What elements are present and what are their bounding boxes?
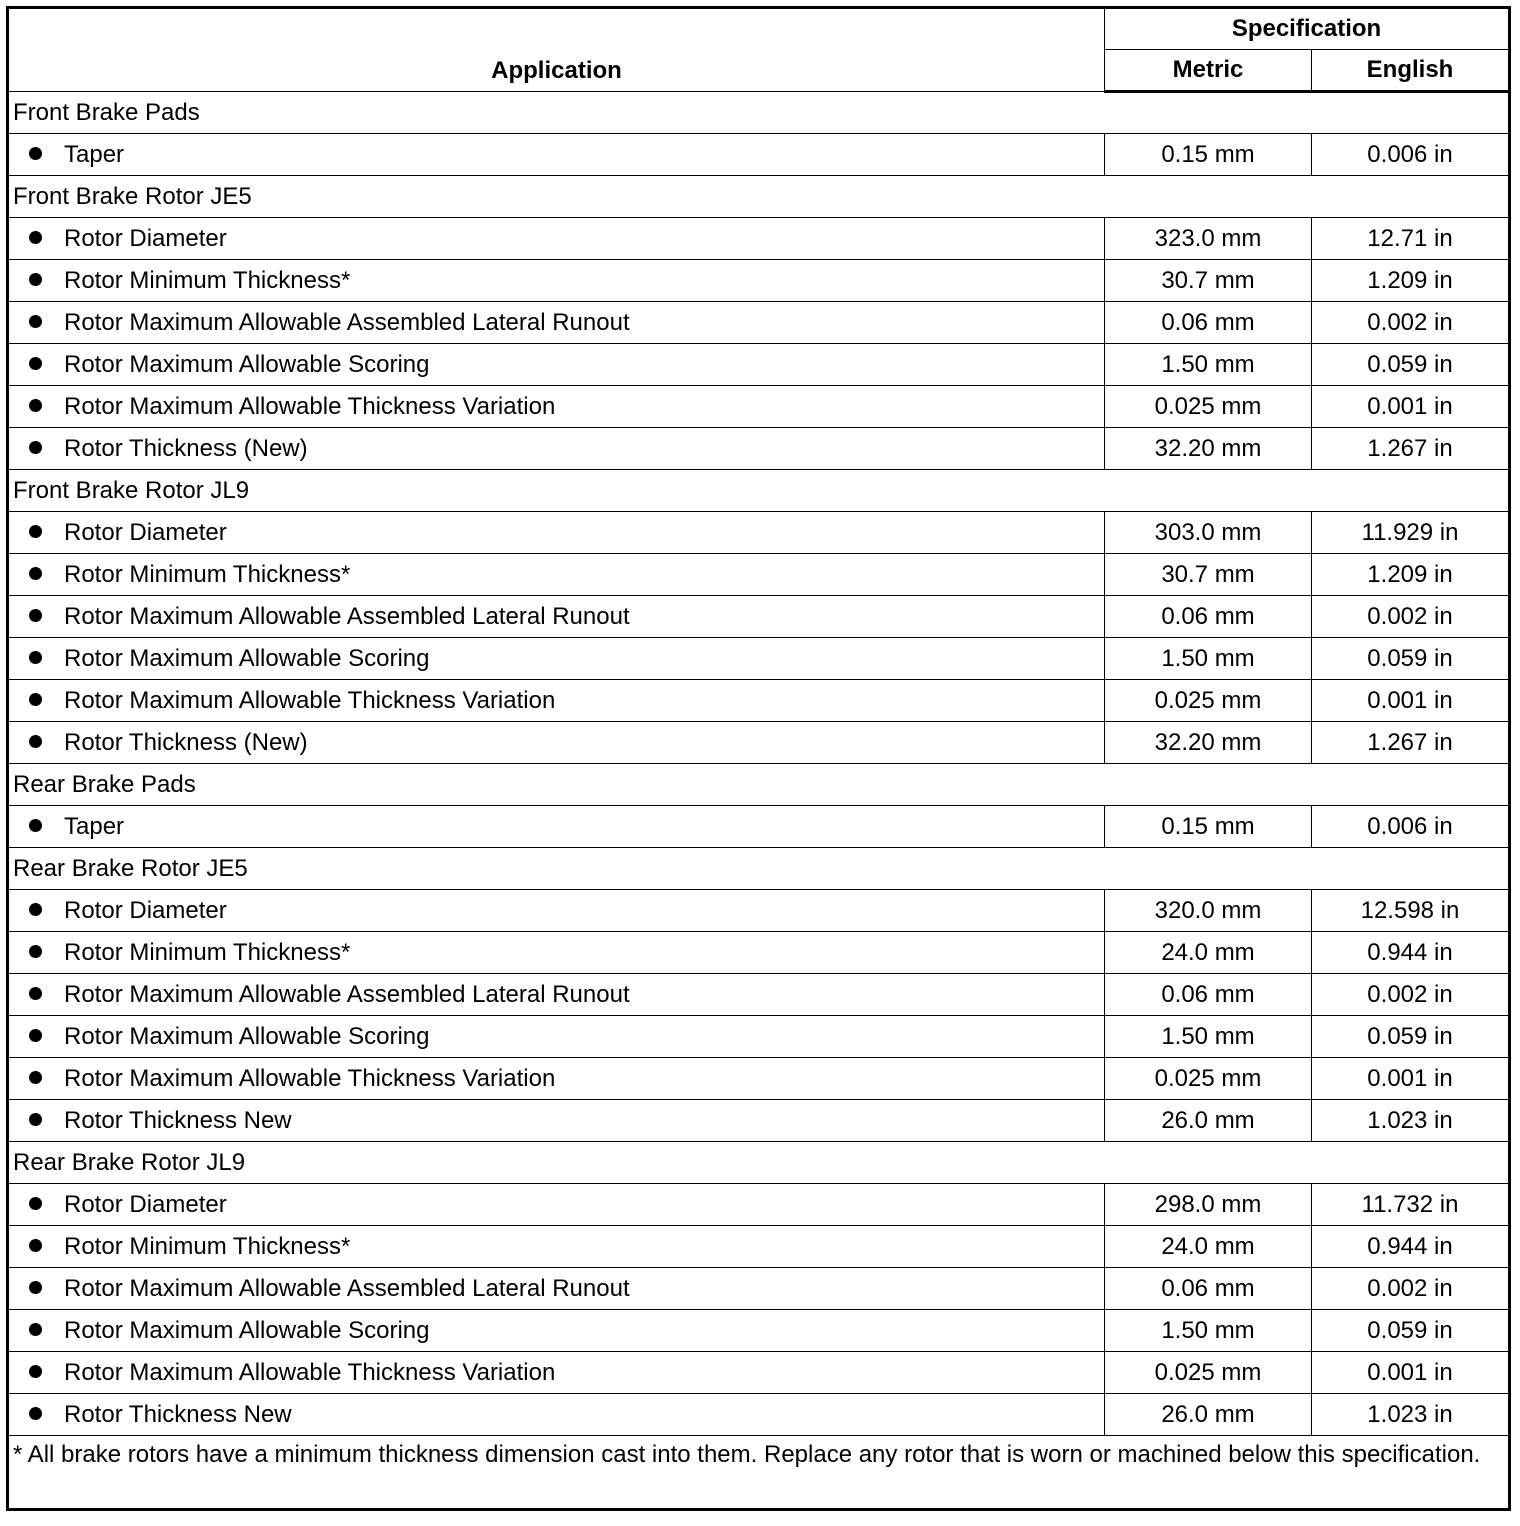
row-label: Rotor Maximum Allowable Assembled Lateral Runout	[64, 308, 630, 336]
application-cell	[8, 218, 1105, 260]
table-row	[8, 1394, 1510, 1436]
bullet-icon	[29, 1239, 42, 1252]
metric-value: 24.0 mm	[1105, 932, 1312, 974]
metric-value: 0.025 mm	[1105, 386, 1312, 428]
metric-value: 0.025 mm	[1105, 1058, 1312, 1100]
row-label: Rotor Diameter	[64, 1190, 227, 1218]
metric-value: 32.20 mm	[1105, 428, 1312, 470]
metric-value: 32.20 mm	[1105, 722, 1312, 764]
metric-value: 298.0 mm	[1105, 1184, 1312, 1226]
application-cell	[8, 386, 1105, 428]
bullet-icon	[29, 945, 42, 958]
row-label: Rotor Minimum Thickness*	[64, 266, 351, 294]
table-row	[8, 1016, 1510, 1058]
bullet-icon	[29, 1197, 42, 1210]
table-row	[8, 428, 1510, 470]
row-label: Rotor Maximum Allowable Scoring	[64, 350, 430, 378]
table-row	[8, 134, 1510, 176]
section-row	[8, 848, 1510, 890]
bullet-icon	[29, 1071, 42, 1084]
bullet-icon	[29, 693, 42, 706]
table-row	[8, 890, 1510, 932]
bullet-icon	[29, 357, 42, 370]
row-label: Rotor Maximum Allowable Assembled Lateral Runout	[64, 980, 630, 1008]
english-value: 1.209 in	[1312, 554, 1510, 596]
english-value: 0.059 in	[1312, 344, 1510, 386]
row-label: Rotor Maximum Allowable Assembled Lateral Runout	[64, 602, 630, 630]
english-value: 0.001 in	[1312, 1058, 1510, 1100]
application-cell	[8, 974, 1105, 1016]
bullet-icon	[29, 1029, 42, 1042]
footnote-row	[8, 1436, 1510, 1510]
application-cell	[8, 596, 1105, 638]
spec-table-container	[6, 6, 1508, 1520]
row-label: Rotor Minimum Thickness*	[64, 938, 351, 966]
section-title: Front Brake Rotor JL9	[8, 470, 1510, 512]
metric-value: 30.7 mm	[1105, 554, 1312, 596]
english-value: 0.006 in	[1312, 806, 1510, 848]
table-row	[8, 974, 1510, 1016]
metric-value: 303.0 mm	[1105, 512, 1312, 554]
english-value: 11.732 in	[1312, 1184, 1510, 1226]
table-row	[8, 722, 1510, 764]
application-cell	[8, 554, 1105, 596]
metric-value: 0.06 mm	[1105, 974, 1312, 1016]
row-label: Taper	[64, 140, 125, 168]
bullet-icon	[29, 735, 42, 748]
english-value: 0.059 in	[1312, 1310, 1510, 1352]
row-label: Rotor Maximum Allowable Thickness Variation	[64, 686, 556, 714]
application-cell	[8, 134, 1105, 176]
english-value: 1.023 in	[1312, 1394, 1510, 1436]
english-value: 12.71 in	[1312, 218, 1510, 260]
application-cell	[8, 344, 1105, 386]
section-title: Rear Brake Rotor JE5	[8, 848, 1510, 890]
metric-value: 24.0 mm	[1105, 1226, 1312, 1268]
metric-value: 0.06 mm	[1105, 1268, 1312, 1310]
application-cell	[8, 1394, 1105, 1436]
application-cell	[8, 1268, 1105, 1310]
table-row	[8, 1184, 1510, 1226]
table-row	[8, 638, 1510, 680]
spec-body	[8, 92, 1510, 1436]
application-cell	[8, 1310, 1105, 1352]
bullet-icon	[29, 147, 42, 160]
english-value: 12.598 in	[1312, 890, 1510, 932]
metric-value: 1.50 mm	[1105, 1310, 1312, 1352]
application-cell	[8, 638, 1105, 680]
metric-value: 0.025 mm	[1105, 680, 1312, 722]
row-label: Rotor Diameter	[64, 224, 227, 252]
bullet-icon	[29, 1281, 42, 1294]
row-label: Rotor Thickness New	[64, 1106, 292, 1134]
english-value: 1.209 in	[1312, 260, 1510, 302]
application-cell	[8, 260, 1105, 302]
application-cell	[8, 428, 1105, 470]
application-cell	[8, 680, 1105, 722]
row-label: Rotor Maximum Allowable Scoring	[64, 1022, 430, 1050]
row-label: Rotor Thickness (New)	[64, 728, 308, 756]
metric-value: 0.15 mm	[1105, 806, 1312, 848]
metric-value: 0.15 mm	[1105, 134, 1312, 176]
application-cell	[8, 890, 1105, 932]
bullet-icon	[29, 1407, 42, 1420]
application-cell	[8, 932, 1105, 974]
application-cell	[8, 1016, 1105, 1058]
bullet-icon	[29, 315, 42, 328]
application-cell	[8, 806, 1105, 848]
application-cell	[8, 722, 1105, 764]
english-header: English	[1312, 50, 1510, 92]
metric-header: Metric	[1105, 50, 1312, 92]
section-title: Rear Brake Rotor JL9	[8, 1142, 1510, 1184]
bullet-icon	[29, 651, 42, 664]
table-row	[8, 218, 1510, 260]
table-row	[8, 1268, 1510, 1310]
section-row	[8, 470, 1510, 512]
section-row	[8, 176, 1510, 218]
metric-value: 1.50 mm	[1105, 1016, 1312, 1058]
english-value: 0.059 in	[1312, 1016, 1510, 1058]
section-row	[8, 764, 1510, 806]
row-label: Rotor Thickness (New)	[64, 434, 308, 462]
english-value: 0.944 in	[1312, 932, 1510, 974]
row-label: Rotor Diameter	[64, 518, 227, 546]
english-value: 1.023 in	[1312, 1100, 1510, 1142]
table-row	[8, 1100, 1510, 1142]
english-value: 1.267 in	[1312, 428, 1510, 470]
brake-specifications-table	[6, 6, 1511, 1511]
row-label: Rotor Maximum Allowable Thickness Variation	[64, 1358, 556, 1386]
table-row	[8, 932, 1510, 974]
english-value: 0.001 in	[1312, 386, 1510, 428]
application-cell	[8, 1226, 1105, 1268]
application-cell	[8, 512, 1105, 554]
english-value: 0.944 in	[1312, 1226, 1510, 1268]
table-row	[8, 386, 1510, 428]
metric-value: 26.0 mm	[1105, 1100, 1312, 1142]
bullet-icon	[29, 441, 42, 454]
section-row	[8, 92, 1510, 134]
section-title: Rear Brake Pads	[8, 764, 1510, 806]
bullet-icon	[29, 987, 42, 1000]
table-row	[8, 1352, 1510, 1394]
row-label: Rotor Maximum Allowable Scoring	[64, 1316, 430, 1344]
application-header: Application	[8, 8, 1105, 92]
table-row	[8, 1226, 1510, 1268]
table-row	[8, 1310, 1510, 1352]
metric-value: 1.50 mm	[1105, 638, 1312, 680]
bullet-icon	[29, 819, 42, 832]
bullet-icon	[29, 567, 42, 580]
row-label: Rotor Diameter	[64, 896, 227, 924]
bullet-icon	[29, 1113, 42, 1126]
row-label: Rotor Minimum Thickness*	[64, 1232, 351, 1260]
english-value: 0.001 in	[1312, 1352, 1510, 1394]
row-label: Rotor Maximum Allowable Thickness Variation	[64, 392, 556, 420]
bullet-icon	[29, 231, 42, 244]
application-cell	[8, 1184, 1105, 1226]
row-label: Rotor Maximum Allowable Scoring	[64, 644, 430, 672]
metric-value: 0.06 mm	[1105, 302, 1312, 344]
section-title: Front Brake Rotor JE5	[8, 176, 1510, 218]
metric-value: 0.06 mm	[1105, 596, 1312, 638]
header-row-1	[8, 8, 1510, 50]
bullet-icon	[29, 609, 42, 622]
bullet-icon	[29, 273, 42, 286]
table-row	[8, 596, 1510, 638]
bullet-icon	[29, 1323, 42, 1336]
english-value: 0.002 in	[1312, 596, 1510, 638]
english-value: 0.059 in	[1312, 638, 1510, 680]
english-value: 0.002 in	[1312, 974, 1510, 1016]
metric-value: 320.0 mm	[1105, 890, 1312, 932]
metric-value: 0.025 mm	[1105, 1352, 1312, 1394]
bullet-icon	[29, 525, 42, 538]
metric-value: 1.50 mm	[1105, 344, 1312, 386]
table-row	[8, 344, 1510, 386]
row-label: Taper	[64, 812, 125, 840]
application-cell	[8, 1100, 1105, 1142]
english-value: 0.006 in	[1312, 134, 1510, 176]
metric-value: 26.0 mm	[1105, 1394, 1312, 1436]
metric-value: 323.0 mm	[1105, 218, 1312, 260]
table-row	[8, 806, 1510, 848]
table-row	[8, 554, 1510, 596]
row-label: Rotor Maximum Allowable Assembled Lateral Runout	[64, 1274, 630, 1302]
table-row	[8, 1058, 1510, 1100]
footnote: * All brake rotors have a minimum thickness dimension cast into them. Replace any rotor that is worn or machined below this specification.	[8, 1436, 1510, 1510]
bullet-icon	[29, 399, 42, 412]
table-row	[8, 680, 1510, 722]
english-value: 0.001 in	[1312, 680, 1510, 722]
english-value: 11.929 in	[1312, 512, 1510, 554]
table-row	[8, 260, 1510, 302]
english-value: 0.002 in	[1312, 302, 1510, 344]
section-title: Front Brake Pads	[8, 92, 1510, 134]
specification-header: Specification	[1105, 8, 1510, 50]
table-row	[8, 302, 1510, 344]
bullet-icon	[29, 1365, 42, 1378]
english-value: 0.002 in	[1312, 1268, 1510, 1310]
row-label: Rotor Thickness New	[64, 1400, 292, 1428]
row-label: Rotor Minimum Thickness*	[64, 560, 351, 588]
application-cell	[8, 1058, 1105, 1100]
row-label: Rotor Maximum Allowable Thickness Variation	[64, 1064, 556, 1092]
section-row	[8, 1142, 1510, 1184]
application-cell	[8, 302, 1105, 344]
metric-value: 30.7 mm	[1105, 260, 1312, 302]
table-row	[8, 512, 1510, 554]
bullet-icon	[29, 903, 42, 916]
application-cell	[8, 1352, 1105, 1394]
english-value: 1.267 in	[1312, 722, 1510, 764]
